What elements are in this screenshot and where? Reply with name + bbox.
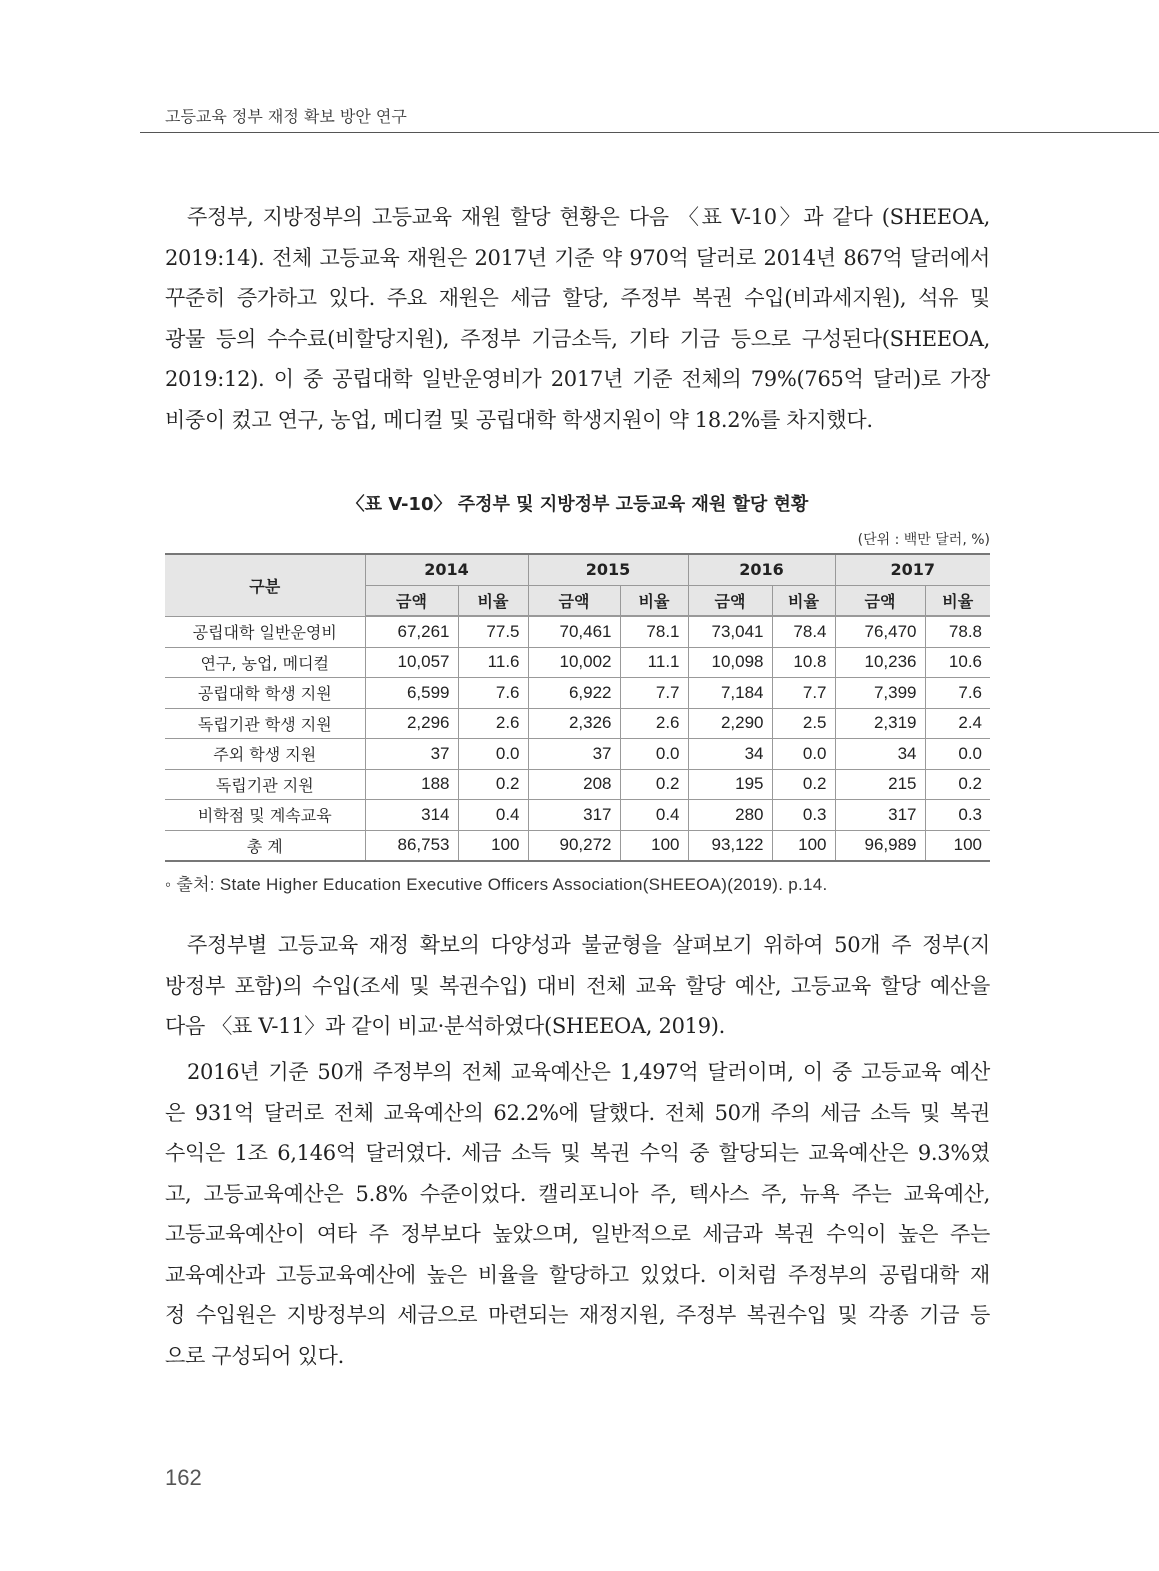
text-line: 고, 고등교육예산은 5.8% 수준이었다. 캘리포니아 주, 텍사스 주, 뉴욕 주는 교육예산, bbox=[165, 1181, 990, 1206]
ratio-header: 비율 bbox=[925, 585, 990, 616]
ratio-cell: 2.6 bbox=[458, 708, 528, 739]
row-category: 주외 학생 지원 bbox=[165, 739, 365, 770]
row-category: 총 계 bbox=[165, 830, 365, 861]
ratio-cell: 7.7 bbox=[772, 678, 835, 709]
amount-cell: 76,470 bbox=[835, 616, 925, 647]
ratio-header: 비율 bbox=[772, 585, 835, 616]
text-line: 주정부별 고등교육 재정 확보의 다양성과 불균형을 살펴보기 위하여 50개 주 정부(지 bbox=[187, 933, 990, 957]
row-category: 비학점 및 계속교육 bbox=[165, 800, 365, 831]
amount-cell: 73,041 bbox=[688, 616, 772, 647]
table-source: ◦ 출처: State Higher Education Executive Officers Association(SHEEOA)(2019). p.14. bbox=[165, 875, 828, 894]
amount-cell: 215 bbox=[835, 769, 925, 800]
amount-cell: 7,184 bbox=[688, 678, 772, 709]
amount-cell: 188 bbox=[365, 769, 458, 800]
amount-cell: 2,319 bbox=[835, 708, 925, 739]
ratio-cell: 0.0 bbox=[458, 739, 528, 770]
ratio-cell: 7.7 bbox=[620, 678, 688, 709]
text-line: 2019:12). 이 중 공립대학 일반운영비가 2017년 기준 전체의 79%(765억 달러)로 가장 bbox=[165, 367, 990, 391]
year-header: 2014 bbox=[365, 554, 528, 585]
amount-cell: 10,236 bbox=[835, 647, 925, 678]
ratio-cell: 7.6 bbox=[458, 678, 528, 709]
table-title: 〈표 V-10〉 주정부 및 지방정부 고등교육 재원 할당 현황 bbox=[346, 494, 809, 515]
amount-cell: 86,753 bbox=[365, 830, 458, 861]
ratio-cell: 0.3 bbox=[772, 800, 835, 831]
text-line: 으로 구성되어 있다. bbox=[165, 1343, 345, 1368]
table-unit: (단위 : 백만 달러, %) bbox=[857, 532, 990, 548]
table-row bbox=[165, 769, 990, 800]
text-line: 2016년 기준 50개 주정부의 전체 교육예산은 1,497억 달러이며, 이 중 고등교육 예산 bbox=[187, 1060, 990, 1084]
paragraph-3 bbox=[165, 1052, 990, 1376]
year-header: 2015 bbox=[528, 554, 688, 585]
table-row bbox=[165, 739, 990, 770]
amount-cell: 317 bbox=[528, 800, 620, 831]
ratio-cell: 0.4 bbox=[458, 800, 528, 831]
ratio-cell: 0.2 bbox=[620, 769, 688, 800]
row-category: 연구, 농업, 메디컬 bbox=[165, 647, 365, 678]
amount-cell: 280 bbox=[688, 800, 772, 831]
ratio-cell: 100 bbox=[620, 830, 688, 861]
header-rule bbox=[140, 132, 1159, 133]
amount-cell: 208 bbox=[528, 769, 620, 800]
text-line: 다음 〈표 V-11〉과 같이 비교·분석하였다(SHEEOA, 2019). bbox=[165, 1014, 726, 1038]
row-category: 독립기관 학생 지원 bbox=[165, 708, 365, 739]
amount-cell: 96,989 bbox=[835, 830, 925, 861]
text-line: 광물 등의 수수료(비할당지원), 주정부 기금소득, 기타 기금 등으로 구성된다(SHEEOA, bbox=[165, 326, 990, 351]
paragraph-1 bbox=[165, 197, 990, 440]
ratio-cell: 0.0 bbox=[925, 739, 990, 770]
text-line: 은 931억 달러로 전체 교육예산의 62.2%에 달했다. 전체 50개 주의 세금 소득 및 복권 bbox=[165, 1100, 990, 1125]
ratio-cell: 77.5 bbox=[458, 616, 528, 647]
ratio-cell: 0.2 bbox=[458, 769, 528, 800]
year-header: 2017 bbox=[835, 554, 990, 585]
year-header: 2016 bbox=[688, 554, 835, 585]
table-row bbox=[165, 678, 990, 709]
text-line: 고등교육예산이 여타 주 정부보다 높았으며, 일반적으로 세금과 복권 수익이 높은 주는 bbox=[165, 1222, 990, 1246]
ratio-cell: 0.0 bbox=[772, 739, 835, 770]
ratio-header: 비율 bbox=[458, 585, 528, 616]
amount-cell: 10,002 bbox=[528, 647, 620, 678]
ratio-cell: 2.5 bbox=[772, 708, 835, 739]
amount-cell: 6,922 bbox=[528, 678, 620, 709]
amount-header: 금액 bbox=[688, 585, 772, 616]
ratio-cell: 0.3 bbox=[925, 800, 990, 831]
amount-cell: 93,122 bbox=[688, 830, 772, 861]
category-header: 구분 bbox=[165, 554, 365, 616]
ratio-cell: 0.4 bbox=[620, 800, 688, 831]
amount-header: 금액 bbox=[365, 585, 458, 616]
ratio-cell: 2.4 bbox=[925, 708, 990, 739]
ratio-cell: 11.1 bbox=[620, 647, 688, 678]
amount-cell: 7,399 bbox=[835, 678, 925, 709]
table-row bbox=[165, 616, 990, 647]
ratio-cell: 100 bbox=[458, 830, 528, 861]
ratio-cell: 2.6 bbox=[620, 708, 688, 739]
table-row bbox=[165, 647, 990, 678]
ratio-cell: 78.4 bbox=[772, 616, 835, 647]
text-line: 비중이 컸고 연구, 농업, 메디컬 및 공립대학 학생지원이 약 18.2%를 차지했다. bbox=[165, 407, 873, 432]
ratio-cell: 78.1 bbox=[620, 616, 688, 647]
ratio-cell: 0.2 bbox=[772, 769, 835, 800]
ratio-cell: 78.8 bbox=[925, 616, 990, 647]
ratio-cell: 0.0 bbox=[620, 739, 688, 770]
amount-cell: 10,098 bbox=[688, 647, 772, 678]
amount-cell: 2,290 bbox=[688, 708, 772, 739]
ratio-cell: 100 bbox=[772, 830, 835, 861]
amount-cell: 70,461 bbox=[528, 616, 620, 647]
amount-cell: 37 bbox=[528, 739, 620, 770]
ratio-cell: 10.6 bbox=[925, 647, 990, 678]
amount-cell: 90,272 bbox=[528, 830, 620, 861]
page-number: 162 bbox=[165, 1465, 202, 1490]
ratio-cell: 7.6 bbox=[925, 678, 990, 709]
amount-cell: 6,599 bbox=[365, 678, 458, 709]
text-line: 정 수입원은 지방정부의 세금으로 마련되는 재정지원, 주정부 복권수입 및 각종 기금 등 bbox=[165, 1303, 990, 1327]
row-category: 독립기관 지원 bbox=[165, 769, 365, 800]
text-line: 교육예산과 고등교육예산에 높은 비율을 할당하고 있었다. 이처럼 주정부의 공립대학 재 bbox=[165, 1262, 990, 1287]
ratio-cell: 100 bbox=[925, 830, 990, 861]
paragraph-2 bbox=[165, 925, 990, 1047]
table-row bbox=[165, 708, 990, 739]
amount-cell: 34 bbox=[835, 739, 925, 770]
amount-cell: 195 bbox=[688, 769, 772, 800]
ratio-header: 비율 bbox=[620, 585, 688, 616]
text-line: 수익은 1조 6,146억 달러였다. 세금 소득 및 복권 수익 중 할당되는 교육예산은 9.3%였 bbox=[165, 1141, 990, 1165]
text-line: 2019:14). 전체 고등교육 재원은 2017년 기준 약 970억 달러로 2014년 867억 달러에서 bbox=[165, 245, 990, 270]
ratio-cell: 0.2 bbox=[925, 769, 990, 800]
amount-cell: 10,057 bbox=[365, 647, 458, 678]
amount-cell: 67,261 bbox=[365, 616, 458, 647]
ratio-cell: 11.6 bbox=[458, 647, 528, 678]
amount-cell: 317 bbox=[835, 800, 925, 831]
text-line: 주정부, 지방정부의 고등교육 재원 할당 현황은 다음 〈표 V-10〉과 같다 (SHEEOA, bbox=[187, 205, 990, 229]
amount-cell: 37 bbox=[365, 739, 458, 770]
amount-cell: 2,296 bbox=[365, 708, 458, 739]
running-head: 고등교육 정부 재정 확보 방안 연구 bbox=[165, 107, 407, 126]
row-category: 공립대학 학생 지원 bbox=[165, 678, 365, 709]
amount-cell: 2,326 bbox=[528, 708, 620, 739]
amount-cell: 314 bbox=[365, 800, 458, 831]
table-row bbox=[165, 830, 990, 861]
allocation-table bbox=[165, 553, 990, 862]
text-line: 방정부 포함)의 수입(조세 및 복권수입) 대비 전체 교육 할당 예산, 고등교육 할당 예산을 bbox=[165, 973, 990, 998]
amount-header: 금액 bbox=[528, 585, 620, 616]
amount-header: 금액 bbox=[835, 585, 925, 616]
table-row bbox=[165, 800, 990, 831]
amount-cell: 34 bbox=[688, 739, 772, 770]
ratio-cell: 10.8 bbox=[772, 647, 835, 678]
text-line: 꾸준히 증가하고 있다. 주요 재원은 세금 할당, 주정부 복권 수입(비과세지원), 석유 및 bbox=[165, 286, 990, 310]
row-category: 공립대학 일반운영비 bbox=[165, 616, 365, 647]
